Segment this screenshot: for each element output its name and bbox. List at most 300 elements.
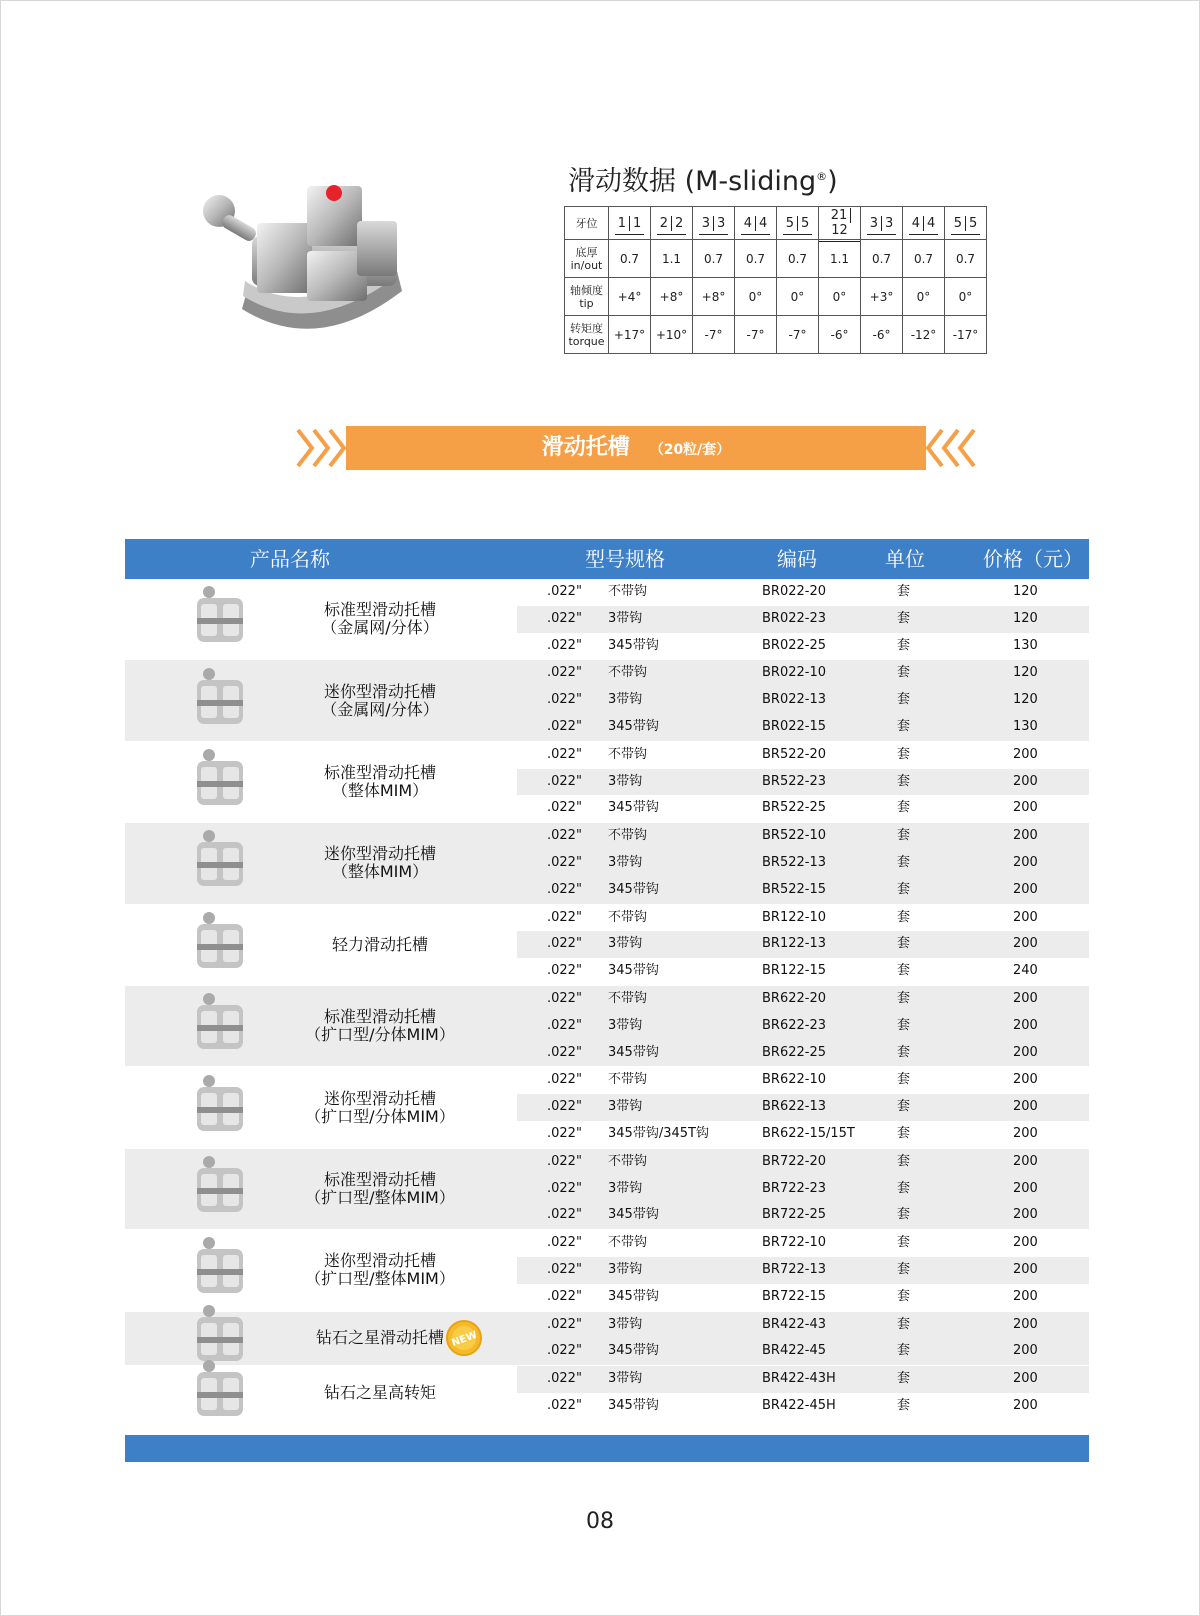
product-name-line1: 标准型滑动托槽 bbox=[323, 600, 436, 620]
product-name bbox=[280, 683, 480, 719]
spec-cell: .022" bbox=[547, 1343, 582, 1359]
torque-cell: -12° bbox=[903, 316, 945, 354]
unit-cell: 套 bbox=[897, 1017, 911, 1033]
price-cell: 200 bbox=[1013, 1371, 1038, 1387]
code-cell: BR622-10 bbox=[762, 1072, 826, 1088]
header-code: 编码 bbox=[777, 547, 817, 571]
hook-cell: 345带钩 bbox=[608, 1343, 659, 1359]
tip-cell: 0° bbox=[903, 278, 945, 316]
unit-cell: 套 bbox=[897, 963, 911, 979]
tooth-cell: 5 5 bbox=[777, 207, 819, 240]
product-name bbox=[280, 845, 480, 881]
product-name-line1: 迷你型滑动托槽 bbox=[323, 1088, 436, 1108]
hook-cell: 345带钩 bbox=[608, 963, 659, 979]
product-name-line1: 钻石之星高转矩 bbox=[323, 1382, 436, 1402]
price-cell: 200 bbox=[1013, 990, 1038, 1006]
spec-cell: .022" bbox=[547, 1235, 582, 1251]
unit-cell: 套 bbox=[897, 746, 911, 762]
product-name-line2: （扩口型/分体MIM） bbox=[305, 1025, 455, 1045]
product-name-line1: 钻石之星滑动托槽 bbox=[315, 1328, 444, 1348]
unit-cell: 套 bbox=[897, 610, 911, 626]
torque-label: 转矩度 torque bbox=[565, 316, 609, 354]
spec-cell: .022" bbox=[547, 854, 582, 870]
table-row bbox=[517, 769, 1089, 796]
table-row bbox=[517, 1230, 1089, 1257]
price-cell: 120 bbox=[1013, 692, 1038, 708]
spec-cell: .022" bbox=[547, 909, 582, 925]
base-thickness-label: 底厚 in/out bbox=[565, 240, 609, 278]
spec-cell: .022" bbox=[547, 881, 582, 897]
bracket-thumbnail-image bbox=[185, 584, 255, 654]
spec-cell: .022" bbox=[547, 1371, 582, 1387]
code-cell: BR622-20 bbox=[762, 990, 826, 1006]
unit-cell: 套 bbox=[897, 990, 911, 1006]
variant-rows bbox=[517, 579, 1089, 659]
header-price: 价格（元） bbox=[983, 547, 1083, 571]
spec-cell: .022" bbox=[547, 746, 582, 762]
unit-cell: 套 bbox=[897, 936, 911, 952]
sliding-data-title bbox=[568, 159, 838, 198]
spec-cell: .022" bbox=[547, 963, 582, 979]
torque-cell: -7° bbox=[735, 316, 777, 354]
unit-cell: 套 bbox=[897, 1125, 911, 1141]
spec-cell: .022" bbox=[547, 800, 582, 816]
table-row bbox=[517, 660, 1089, 687]
code-cell: BR422-45H bbox=[762, 1397, 836, 1413]
product-name-line2: （扩口型/分体MIM） bbox=[305, 1106, 455, 1126]
unit-cell: 套 bbox=[897, 1343, 911, 1359]
tooth-cell: 2112 bbox=[819, 207, 861, 240]
variant-rows bbox=[517, 1312, 1089, 1366]
product-name-line1: 标准型滑动托槽 bbox=[323, 1169, 436, 1189]
table-row bbox=[517, 606, 1089, 633]
product-name bbox=[280, 601, 480, 637]
price-cell: 200 bbox=[1013, 1125, 1038, 1141]
unit-cell: 套 bbox=[897, 1207, 911, 1223]
code-cell: BR122-10 bbox=[762, 909, 826, 925]
hook-cell: 3带钩 bbox=[608, 610, 643, 626]
table-row bbox=[517, 1257, 1089, 1284]
price-cell: 120 bbox=[1013, 610, 1038, 626]
code-cell: BR522-10 bbox=[762, 828, 826, 844]
price-cell: 120 bbox=[1013, 584, 1038, 599]
code-cell: BR622-13 bbox=[762, 1099, 826, 1115]
spec-cell: .022" bbox=[547, 1316, 582, 1332]
table-body bbox=[125, 579, 1089, 1421]
banner-title-text: 滑动托槽 bbox=[541, 435, 630, 460]
product-cell bbox=[125, 1366, 517, 1420]
table-row bbox=[517, 1393, 1089, 1420]
unit-cell: 套 bbox=[897, 828, 911, 844]
code-cell: BR122-13 bbox=[762, 936, 826, 952]
unit-cell: 套 bbox=[897, 718, 911, 734]
unit-cell: 套 bbox=[897, 1288, 911, 1304]
tooth-position-row bbox=[565, 207, 987, 240]
page-number: 08 bbox=[586, 1509, 614, 1534]
product-name-line1: 迷你型滑动托槽 bbox=[323, 1251, 436, 1271]
hook-cell: 不带钩 bbox=[608, 1153, 648, 1169]
code-cell: BR622-25 bbox=[762, 1044, 826, 1060]
price-cell: 200 bbox=[1013, 746, 1038, 762]
code-cell: BR422-45 bbox=[762, 1343, 826, 1359]
hook-cell: 3带钩 bbox=[608, 1261, 643, 1277]
table-row bbox=[517, 823, 1089, 850]
spec-cell: .022" bbox=[547, 990, 582, 1006]
price-cell: 200 bbox=[1013, 1343, 1038, 1359]
unit-cell: 套 bbox=[897, 1099, 911, 1115]
tip-row bbox=[565, 278, 987, 316]
product-group bbox=[125, 823, 1089, 904]
code-cell: BR522-20 bbox=[762, 746, 826, 762]
product-cell bbox=[125, 660, 517, 740]
code-cell: BR522-13 bbox=[762, 854, 826, 870]
price-cell: 200 bbox=[1013, 909, 1038, 925]
header-name: 产品名称 bbox=[250, 547, 330, 571]
spec-cell: .022" bbox=[547, 936, 582, 952]
variant-rows bbox=[517, 1230, 1089, 1310]
product-group bbox=[125, 1067, 1089, 1148]
table-row bbox=[517, 1202, 1089, 1229]
table-row bbox=[517, 633, 1089, 660]
tip-cell: 0° bbox=[819, 278, 861, 316]
hook-cell: 不带钩 bbox=[608, 828, 648, 844]
price-cell: 200 bbox=[1013, 1017, 1038, 1033]
base-thickness-cell: 0.7 bbox=[903, 240, 945, 278]
product-group bbox=[125, 1312, 1089, 1367]
spec-cell: .022" bbox=[547, 637, 582, 653]
hook-cell: 3带钩 bbox=[608, 773, 643, 789]
header-spec: 型号规格 bbox=[585, 547, 665, 571]
tooth-cell: 3 3 bbox=[861, 207, 903, 240]
product-cell bbox=[125, 1230, 517, 1310]
spec-cell: .022" bbox=[547, 1261, 582, 1277]
hook-cell: 345带钩 bbox=[608, 1207, 659, 1223]
base-thickness-cell: 0.7 bbox=[945, 240, 987, 278]
price-cell: 200 bbox=[1013, 1072, 1038, 1088]
code-cell: BR622-15/15T bbox=[762, 1125, 855, 1141]
bracket-product-image bbox=[197, 181, 427, 371]
hook-cell: 3带钩 bbox=[608, 692, 643, 708]
price-cell: 130 bbox=[1013, 718, 1038, 734]
spec-cell: .022" bbox=[547, 1044, 582, 1060]
product-group bbox=[125, 986, 1089, 1067]
section-banner bbox=[296, 426, 976, 470]
bracket-thumbnail-image bbox=[185, 910, 255, 980]
header-unit: 单位 bbox=[885, 547, 925, 571]
unit-cell: 套 bbox=[897, 665, 911, 681]
price-cell: 200 bbox=[1013, 1180, 1038, 1196]
variant-rows bbox=[517, 1366, 1089, 1420]
table-row bbox=[517, 905, 1089, 932]
spec-cell: .022" bbox=[547, 1125, 582, 1141]
product-group bbox=[125, 660, 1089, 741]
spec-cell: .022" bbox=[547, 718, 582, 734]
code-cell: BR722-23 bbox=[762, 1180, 826, 1196]
product-name bbox=[280, 1384, 480, 1402]
price-cell: 200 bbox=[1013, 1153, 1038, 1169]
tip-cell: +8° bbox=[693, 278, 735, 316]
price-cell: 200 bbox=[1013, 800, 1038, 816]
hook-cell: 345带钩 bbox=[608, 718, 659, 734]
table-row bbox=[517, 1067, 1089, 1094]
code-cell: BR022-13 bbox=[762, 692, 826, 708]
hook-cell: 不带钩 bbox=[608, 1072, 648, 1088]
spec-cell: .022" bbox=[547, 665, 582, 681]
hook-cell: 3带钩 bbox=[608, 854, 643, 870]
tooth-cell: 4 4 bbox=[903, 207, 945, 240]
hook-cell: 3带钩 bbox=[608, 1180, 643, 1196]
product-name-line1: 迷你型滑动托槽 bbox=[323, 844, 436, 864]
price-cell: 200 bbox=[1013, 1316, 1038, 1332]
bracket-thumbnail-image bbox=[185, 1073, 255, 1143]
product-cell bbox=[125, 1067, 517, 1147]
bracket-thumbnail-image bbox=[185, 991, 255, 1061]
product-name bbox=[280, 1008, 480, 1044]
torque-cell: -6° bbox=[861, 316, 903, 354]
spec-cell: .022" bbox=[547, 692, 582, 708]
price-cell: 120 bbox=[1013, 665, 1038, 681]
code-cell: BR422-43 bbox=[762, 1316, 826, 1332]
hook-cell: 3带钩 bbox=[608, 1371, 643, 1387]
table-row bbox=[517, 1366, 1089, 1393]
code-cell: BR022-25 bbox=[762, 637, 826, 653]
unit-cell: 套 bbox=[897, 1397, 911, 1413]
variant-rows bbox=[517, 1067, 1089, 1147]
hook-cell: 不带钩 bbox=[608, 584, 648, 599]
product-name-line1: 标准型滑动托槽 bbox=[323, 1007, 436, 1027]
tip-cell: 0° bbox=[735, 278, 777, 316]
product-group bbox=[125, 742, 1089, 823]
base-thickness-cell: 0.7 bbox=[777, 240, 819, 278]
variant-rows bbox=[517, 905, 1089, 985]
spec-cell: .022" bbox=[547, 610, 582, 626]
code-cell: BR722-10 bbox=[762, 1235, 826, 1251]
unit-cell: 套 bbox=[897, 773, 911, 789]
bracket-thumbnail-image bbox=[185, 828, 255, 898]
code-cell: BR022-10 bbox=[762, 665, 826, 681]
product-name-line2: （金属网/分体） bbox=[321, 618, 439, 638]
tip-cell: +3° bbox=[861, 278, 903, 316]
new-badge-text: NEW bbox=[450, 1330, 479, 1350]
table-row bbox=[517, 1121, 1089, 1148]
hook-cell: 345带钩/345T钩 bbox=[608, 1125, 709, 1141]
torque-cell: +17° bbox=[609, 316, 651, 354]
base-thickness-cell: 0.7 bbox=[609, 240, 651, 278]
table-row bbox=[517, 1312, 1089, 1339]
hook-cell: 345带钩 bbox=[608, 881, 659, 897]
hook-cell: 345带钩 bbox=[608, 1288, 659, 1304]
table-row bbox=[517, 795, 1089, 822]
product-name-line2: （扩口型/整体MIM） bbox=[305, 1269, 455, 1289]
sliding-data-title-text: 滑动数据 (M-sliding bbox=[568, 166, 817, 197]
price-cell: 200 bbox=[1013, 1288, 1038, 1304]
table-row bbox=[517, 1176, 1089, 1203]
variant-rows bbox=[517, 986, 1089, 1066]
hook-cell: 345带钩 bbox=[608, 1044, 659, 1060]
product-name bbox=[280, 1252, 480, 1288]
sliding-data-table bbox=[564, 206, 987, 354]
bracket-thumbnail-image bbox=[185, 1154, 255, 1224]
product-cell bbox=[125, 823, 517, 903]
table-header bbox=[125, 539, 1089, 579]
torque-cell: +10° bbox=[651, 316, 693, 354]
price-cell: 200 bbox=[1013, 1235, 1038, 1251]
hook-cell: 345带钩 bbox=[608, 800, 659, 816]
banner-title bbox=[296, 426, 976, 472]
hook-cell: 3带钩 bbox=[608, 936, 643, 952]
product-name bbox=[280, 1090, 480, 1126]
price-cell: 200 bbox=[1013, 1207, 1038, 1223]
price-cell: 200 bbox=[1013, 773, 1038, 789]
product-cell bbox=[125, 742, 517, 822]
code-cell: BR522-25 bbox=[762, 800, 826, 816]
unit-cell: 套 bbox=[897, 637, 911, 653]
price-cell: 130 bbox=[1013, 637, 1038, 653]
product-name-line2: （金属网/分体） bbox=[321, 699, 439, 719]
variant-rows bbox=[517, 660, 1089, 740]
tooth-cell: 1 1 bbox=[609, 207, 651, 240]
unit-cell: 套 bbox=[897, 692, 911, 708]
table-row bbox=[517, 1149, 1089, 1176]
tip-cell: 0° bbox=[945, 278, 987, 316]
base-thickness-cell: 0.7 bbox=[693, 240, 735, 278]
table-row bbox=[517, 1338, 1089, 1365]
code-cell: BR622-23 bbox=[762, 1017, 826, 1033]
sliding-data-title-close: ) bbox=[827, 166, 838, 197]
code-cell: BR722-15 bbox=[762, 1288, 826, 1304]
unit-cell: 套 bbox=[897, 1072, 911, 1088]
variant-rows bbox=[517, 1149, 1089, 1229]
code-cell: BR022-20 bbox=[762, 584, 826, 599]
product-name-line2: （整体MIM） bbox=[331, 862, 429, 882]
bracket-thumbnail-image bbox=[185, 747, 255, 817]
code-cell: BR722-13 bbox=[762, 1261, 826, 1277]
new-badge-icon bbox=[445, 1319, 483, 1357]
table-row bbox=[517, 877, 1089, 904]
hook-cell: 不带钩 bbox=[608, 665, 648, 681]
table-row bbox=[517, 958, 1089, 985]
price-cell: 200 bbox=[1013, 828, 1038, 844]
product-name-line2: （整体MIM） bbox=[331, 780, 429, 800]
code-cell: BR722-25 bbox=[762, 1207, 826, 1223]
spec-cell: .022" bbox=[547, 828, 582, 844]
product-group bbox=[125, 905, 1089, 986]
product-cell bbox=[125, 579, 517, 659]
table-row bbox=[517, 986, 1089, 1013]
price-cell: 200 bbox=[1013, 881, 1038, 897]
base-thickness-row bbox=[565, 240, 987, 278]
unit-cell: 套 bbox=[897, 800, 911, 816]
product-name bbox=[280, 936, 480, 954]
tooth-cell: 5 5 bbox=[945, 207, 987, 240]
bracket-thumbnail-image bbox=[185, 1358, 255, 1428]
product-group bbox=[125, 579, 1089, 660]
product-group bbox=[125, 1149, 1089, 1230]
torque-cell: -7° bbox=[693, 316, 735, 354]
table-footer-bar bbox=[125, 1435, 1089, 1462]
unit-cell: 套 bbox=[897, 1044, 911, 1060]
hook-cell: 3带钩 bbox=[608, 1017, 643, 1033]
unit-cell: 套 bbox=[897, 1316, 911, 1332]
spec-cell: .022" bbox=[547, 1207, 582, 1223]
unit-cell: 套 bbox=[897, 909, 911, 925]
table-row bbox=[517, 687, 1089, 714]
price-table bbox=[125, 539, 1089, 1462]
tip-cell: 0° bbox=[777, 278, 819, 316]
product-name bbox=[280, 764, 480, 800]
price-cell: 200 bbox=[1013, 854, 1038, 870]
torque-row bbox=[565, 316, 987, 354]
tip-label: 轴倾度 tip bbox=[565, 278, 609, 316]
spec-cell: .022" bbox=[547, 1017, 582, 1033]
tooth-cell: 4 4 bbox=[735, 207, 777, 240]
tooth-cell: 3 3 bbox=[693, 207, 735, 240]
unit-cell: 套 bbox=[897, 1153, 911, 1169]
price-cell: 200 bbox=[1013, 1099, 1038, 1115]
product-name-line1: 标准型滑动托槽 bbox=[323, 762, 436, 782]
unit-cell: 套 bbox=[897, 1180, 911, 1196]
price-cell: 200 bbox=[1013, 1397, 1038, 1413]
table-row bbox=[517, 1013, 1089, 1040]
product-name-line1: 轻力滑动托槽 bbox=[331, 934, 428, 954]
torque-cell: -6° bbox=[819, 316, 861, 354]
bracket-thumbnail-image bbox=[185, 666, 255, 736]
tooth-label: 牙位 bbox=[565, 207, 609, 240]
table-row bbox=[517, 1040, 1089, 1067]
spec-cell: .022" bbox=[547, 1099, 582, 1115]
product-name-line1: 迷你型滑动托槽 bbox=[323, 681, 436, 701]
spec-cell: .022" bbox=[547, 1153, 582, 1169]
unit-cell: 套 bbox=[897, 584, 911, 599]
table-row bbox=[517, 579, 1089, 606]
code-cell: BR022-23 bbox=[762, 610, 826, 626]
spec-cell: .022" bbox=[547, 773, 582, 789]
product-cell bbox=[125, 1312, 517, 1366]
tooth-cell: 2 2 bbox=[651, 207, 693, 240]
price-cell: 240 bbox=[1013, 963, 1038, 979]
unit-cell: 套 bbox=[897, 1371, 911, 1387]
variant-rows bbox=[517, 823, 1089, 903]
price-cell: 200 bbox=[1013, 936, 1038, 952]
product-cell bbox=[125, 905, 517, 985]
base-thickness-cell: 0.7 bbox=[735, 240, 777, 278]
unit-cell: 套 bbox=[897, 881, 911, 897]
unit-cell: 套 bbox=[897, 854, 911, 870]
hook-cell: 3带钩 bbox=[608, 1099, 643, 1115]
hook-cell: 345带钩 bbox=[608, 637, 659, 653]
table-row bbox=[517, 742, 1089, 769]
hook-cell: 不带钩 bbox=[608, 990, 648, 1006]
bracket-thumbnail-image bbox=[185, 1235, 255, 1305]
code-cell: BR022-15 bbox=[762, 718, 826, 734]
base-thickness-cell: 1.1 bbox=[819, 240, 861, 278]
registered-mark: ® bbox=[816, 170, 828, 183]
spec-cell: .022" bbox=[547, 584, 582, 599]
code-cell: BR122-15 bbox=[762, 963, 826, 979]
hook-cell: 345带钩 bbox=[608, 1397, 659, 1413]
unit-cell: 套 bbox=[897, 1235, 911, 1251]
product-cell bbox=[125, 986, 517, 1066]
spec-cell: .022" bbox=[547, 1288, 582, 1304]
product-cell bbox=[125, 1149, 517, 1229]
spec-cell: .022" bbox=[547, 1397, 582, 1413]
product-group bbox=[125, 1230, 1089, 1311]
hook-cell: 3带钩 bbox=[608, 1316, 643, 1332]
product-name bbox=[280, 1171, 480, 1207]
hook-cell: 不带钩 bbox=[608, 1235, 648, 1251]
unit-cell: 套 bbox=[897, 1261, 911, 1277]
tip-cell: +8° bbox=[651, 278, 693, 316]
